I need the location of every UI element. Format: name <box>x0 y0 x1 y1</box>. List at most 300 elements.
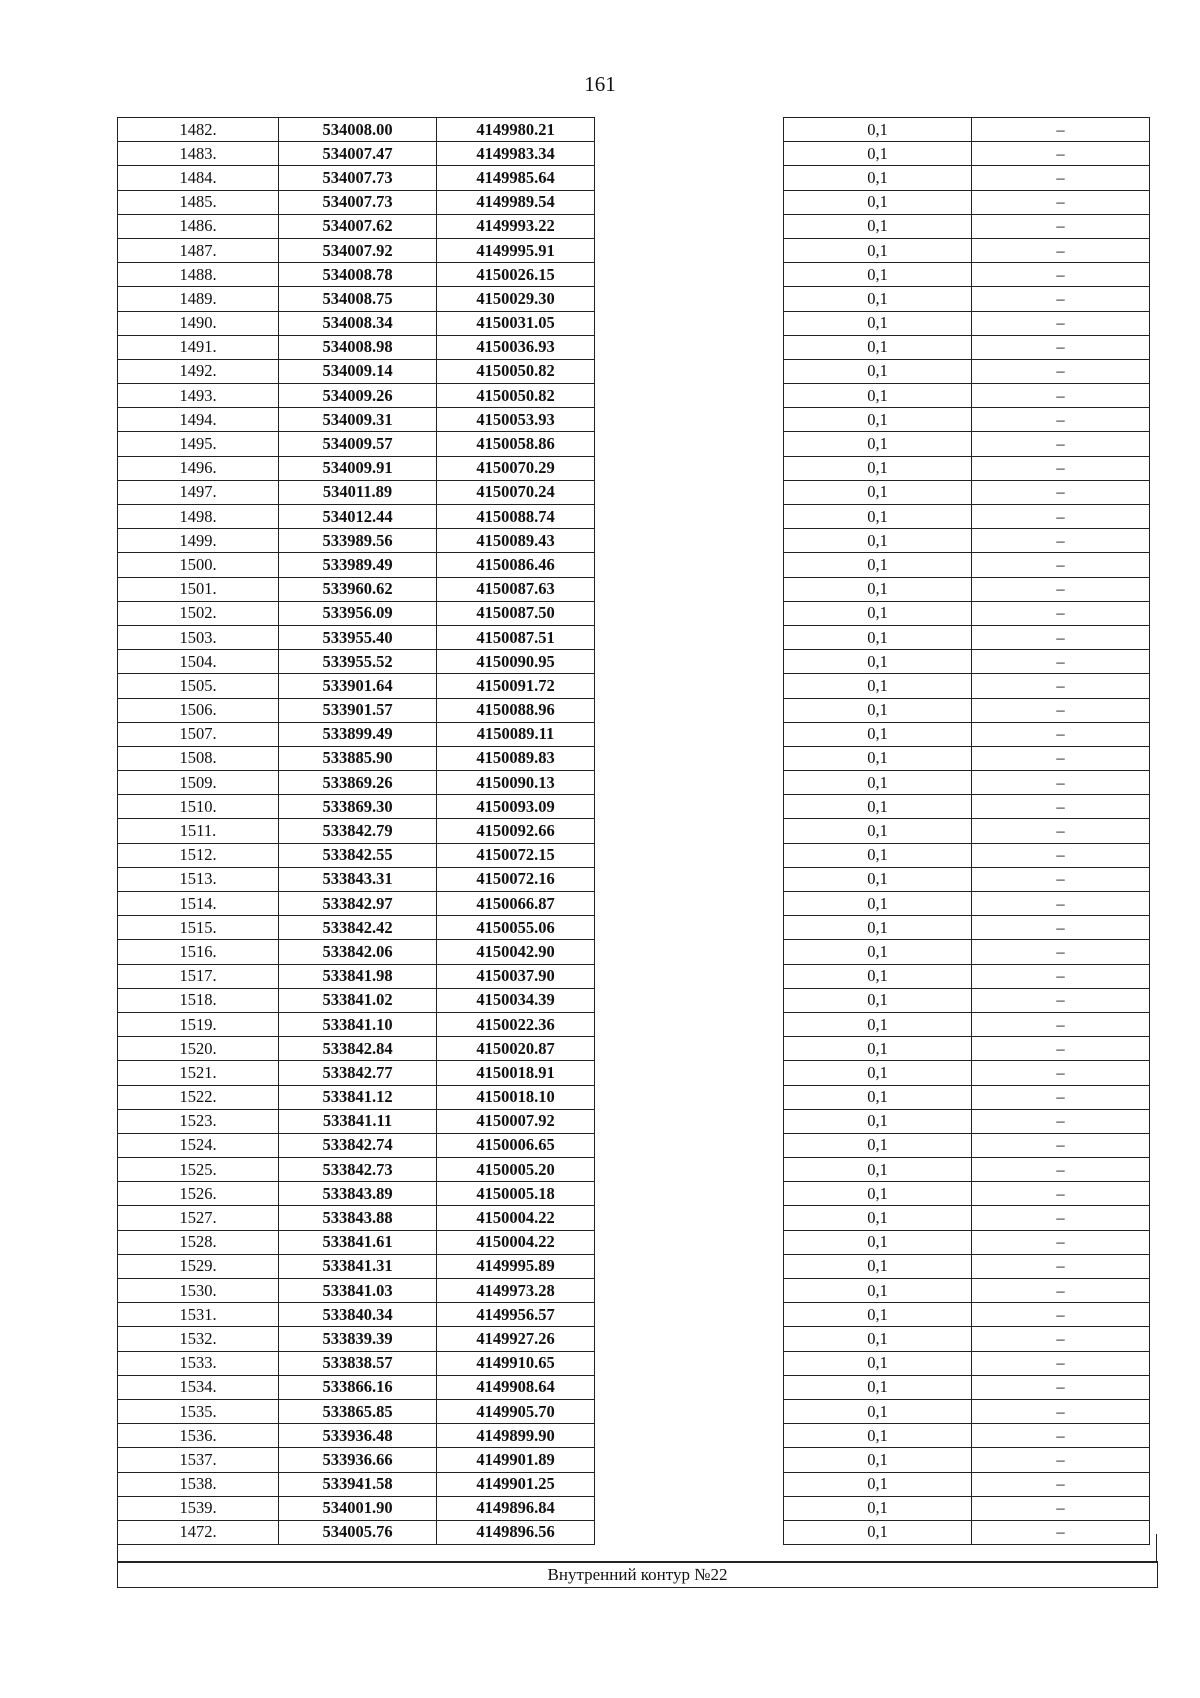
point-number-cell: 1533. <box>118 1351 279 1375</box>
accuracy-cell: 0,1 <box>784 529 972 553</box>
table-row <box>118 843 595 867</box>
coordinate-x-cell: 534009.14 <box>279 359 437 383</box>
coordinate-x-cell: 534012.44 <box>279 505 437 529</box>
note-cell: – <box>972 1496 1150 1520</box>
table-row <box>784 601 1150 625</box>
coordinate-x-cell: 533841.61 <box>279 1230 437 1254</box>
accuracy-cell: 0,1 <box>784 1230 972 1254</box>
coordinate-y-cell: 4150037.90 <box>437 964 595 988</box>
coordinate-y-cell: 4150070.24 <box>437 480 595 504</box>
coordinate-y-cell: 4150089.11 <box>437 722 595 746</box>
table-row <box>784 505 1150 529</box>
coordinate-x-cell: 533955.40 <box>279 625 437 649</box>
note-cell: – <box>972 577 1150 601</box>
accuracy-cell: 0,1 <box>784 795 972 819</box>
table-row <box>784 746 1150 770</box>
coordinate-y-cell: 4150018.91 <box>437 1061 595 1085</box>
coordinate-y-cell: 4150022.36 <box>437 1012 595 1036</box>
table-row <box>118 771 595 795</box>
point-number-cell: 1513. <box>118 867 279 891</box>
accuracy-cell: 0,1 <box>784 1085 972 1109</box>
table-row <box>118 287 595 311</box>
note-cell: – <box>972 1012 1150 1036</box>
coordinate-x-cell: 534005.76 <box>279 1520 437 1544</box>
coordinate-y-cell: 4150050.82 <box>437 384 595 408</box>
coordinate-x-cell: 533842.77 <box>279 1061 437 1085</box>
note-cell: – <box>972 1327 1150 1351</box>
point-number-cell: 1506. <box>118 698 279 722</box>
accuracy-cell: 0,1 <box>784 698 972 722</box>
coordinate-x-cell: 533989.56 <box>279 529 437 553</box>
point-number-cell: 1516. <box>118 940 279 964</box>
accuracy-cell: 0,1 <box>784 311 972 335</box>
point-number-cell: 1472. <box>118 1520 279 1544</box>
accuracy-cell: 0,1 <box>784 1012 972 1036</box>
coordinates-table <box>117 117 595 1545</box>
point-number-cell: 1509. <box>118 771 279 795</box>
note-cell: – <box>972 916 1150 940</box>
table-row <box>784 674 1150 698</box>
coordinate-y-cell: 4149905.70 <box>437 1399 595 1423</box>
accuracy-cell: 0,1 <box>784 553 972 577</box>
table-row <box>784 1206 1150 1230</box>
coordinate-x-cell: 533842.97 <box>279 892 437 916</box>
coordinate-y-cell: 4150053.93 <box>437 408 595 432</box>
note-cell: – <box>972 1133 1150 1157</box>
table-row <box>118 553 595 577</box>
table-row <box>118 1206 595 1230</box>
point-number-cell: 1525. <box>118 1158 279 1182</box>
table-row <box>784 698 1150 722</box>
coordinate-x-cell: 534008.75 <box>279 287 437 311</box>
gap-left-border <box>117 1534 118 1562</box>
table-row <box>784 771 1150 795</box>
accuracy-cell: 0,1 <box>784 359 972 383</box>
table-row <box>118 432 595 456</box>
table-row <box>118 674 595 698</box>
accuracy-cell: 0,1 <box>784 964 972 988</box>
note-cell: – <box>972 1303 1150 1327</box>
accuracy-cell: 0,1 <box>784 166 972 190</box>
point-number-cell: 1519. <box>118 1012 279 1036</box>
coordinate-x-cell: 533842.74 <box>279 1133 437 1157</box>
coordinate-x-cell: 534007.62 <box>279 214 437 238</box>
accuracy-cell: 0,1 <box>784 577 972 601</box>
table-row <box>118 795 595 819</box>
table-row <box>784 432 1150 456</box>
accuracy-cell: 0,1 <box>784 238 972 262</box>
table-row <box>784 408 1150 432</box>
coordinate-y-cell: 4150087.63 <box>437 577 595 601</box>
table-row <box>118 1230 595 1254</box>
table-row <box>784 843 1150 867</box>
table-row <box>784 456 1150 480</box>
coordinate-y-cell: 4149983.34 <box>437 142 595 166</box>
coordinate-x-cell: 533869.30 <box>279 795 437 819</box>
point-number-cell: 1508. <box>118 746 279 770</box>
accuracy-cell: 0,1 <box>784 142 972 166</box>
note-cell: – <box>972 118 1150 142</box>
accuracy-cell: 0,1 <box>784 505 972 529</box>
table-row <box>118 214 595 238</box>
coordinate-x-cell: 534009.26 <box>279 384 437 408</box>
accuracy-cell: 0,1 <box>784 1279 972 1303</box>
point-number-cell: 1504. <box>118 650 279 674</box>
table-row <box>784 867 1150 891</box>
coordinate-x-cell: 533956.09 <box>279 601 437 625</box>
coordinate-x-cell: 533841.03 <box>279 1279 437 1303</box>
table-row <box>118 698 595 722</box>
coordinate-y-cell: 4150092.66 <box>437 819 595 843</box>
note-cell: – <box>972 988 1150 1012</box>
note-cell: – <box>972 1520 1150 1544</box>
coordinate-y-cell: 4150018.10 <box>437 1085 595 1109</box>
accuracy-cell: 0,1 <box>784 625 972 649</box>
note-cell: – <box>972 238 1150 262</box>
note-cell: – <box>972 480 1150 504</box>
accuracy-cell: 0,1 <box>784 1472 972 1496</box>
accuracy-cell: 0,1 <box>784 408 972 432</box>
note-cell: – <box>972 1230 1150 1254</box>
coordinate-y-cell: 4150004.22 <box>437 1206 595 1230</box>
table-row <box>118 384 595 408</box>
coordinate-y-cell: 4150089.83 <box>437 746 595 770</box>
table-row <box>784 1012 1150 1036</box>
accuracy-cell: 0,1 <box>784 1448 972 1472</box>
note-cell: – <box>972 1448 1150 1472</box>
table-row <box>784 988 1150 1012</box>
note-cell: – <box>972 771 1150 795</box>
coordinate-x-cell: 533840.34 <box>279 1303 437 1327</box>
coordinate-y-cell: 4149910.65 <box>437 1351 595 1375</box>
table-row <box>784 480 1150 504</box>
accuracy-cell: 0,1 <box>784 650 972 674</box>
point-number-cell: 1483. <box>118 142 279 166</box>
coordinate-x-cell: 534007.73 <box>279 190 437 214</box>
table-row <box>118 1158 595 1182</box>
accuracy-cell: 0,1 <box>784 843 972 867</box>
point-number-cell: 1503. <box>118 625 279 649</box>
coordinate-x-cell: 533843.31 <box>279 867 437 891</box>
point-number-cell: 1512. <box>118 843 279 867</box>
note-cell: – <box>972 166 1150 190</box>
coordinate-x-cell: 533885.90 <box>279 746 437 770</box>
coordinate-y-cell: 4150007.92 <box>437 1109 595 1133</box>
table-row <box>118 1133 595 1157</box>
coordinates-table-body <box>118 118 595 1545</box>
table-row <box>118 940 595 964</box>
contour-footer-row <box>117 1561 1158 1588</box>
coordinate-x-cell: 533841.10 <box>279 1012 437 1036</box>
coordinate-y-cell: 4150036.93 <box>437 335 595 359</box>
table-row <box>784 1520 1150 1544</box>
note-cell: – <box>972 625 1150 649</box>
table-row <box>784 1375 1150 1399</box>
table-row <box>784 577 1150 601</box>
table-row <box>118 601 595 625</box>
coordinate-y-cell: 4150005.18 <box>437 1182 595 1206</box>
table-row <box>118 359 595 383</box>
table-row <box>784 916 1150 940</box>
table-row <box>784 263 1150 287</box>
table-row <box>784 892 1150 916</box>
table-row <box>118 746 595 770</box>
accuracy-cell: 0,1 <box>784 214 972 238</box>
point-number-cell: 1482. <box>118 118 279 142</box>
table-row <box>784 1182 1150 1206</box>
table-row <box>784 118 1150 142</box>
table-row <box>784 625 1150 649</box>
accuracy-table-body <box>784 118 1150 1545</box>
coordinate-x-cell: 533901.57 <box>279 698 437 722</box>
accuracy-cell: 0,1 <box>784 287 972 311</box>
table-row <box>784 238 1150 262</box>
table-row <box>118 650 595 674</box>
table-row <box>118 456 595 480</box>
point-number-cell: 1523. <box>118 1109 279 1133</box>
table-row <box>784 722 1150 746</box>
note-cell: – <box>972 1399 1150 1423</box>
coordinate-x-cell: 533842.73 <box>279 1158 437 1182</box>
table-row <box>118 1424 595 1448</box>
accuracy-cell: 0,1 <box>784 1061 972 1085</box>
coordinate-x-cell: 533842.06 <box>279 940 437 964</box>
note-cell: – <box>972 142 1150 166</box>
note-cell: – <box>972 456 1150 480</box>
accuracy-cell: 0,1 <box>784 819 972 843</box>
point-number-cell: 1511. <box>118 819 279 843</box>
coordinate-y-cell: 4150088.96 <box>437 698 595 722</box>
point-number-cell: 1492. <box>118 359 279 383</box>
accuracy-cell: 0,1 <box>784 456 972 480</box>
table-row <box>784 1496 1150 1520</box>
gap-right-border <box>1156 1534 1157 1562</box>
point-number-cell: 1529. <box>118 1254 279 1278</box>
accuracy-cell: 0,1 <box>784 1351 972 1375</box>
table-row <box>784 287 1150 311</box>
note-cell: – <box>972 553 1150 577</box>
table-row <box>118 166 595 190</box>
table-row <box>118 916 595 940</box>
coordinate-y-cell: 4149956.57 <box>437 1303 595 1327</box>
table-row <box>118 1520 595 1544</box>
contour-footer-label: Внутренний контур №22 <box>547 1565 728 1584</box>
accuracy-cell: 0,1 <box>784 1158 972 1182</box>
point-number-cell: 1491. <box>118 335 279 359</box>
note-cell: – <box>972 1158 1150 1182</box>
coordinate-y-cell: 4149896.84 <box>437 1496 595 1520</box>
point-number-cell: 1531. <box>118 1303 279 1327</box>
note-cell: – <box>972 1351 1150 1375</box>
coordinate-y-cell: 4150050.82 <box>437 359 595 383</box>
table-row <box>118 892 595 916</box>
table-row <box>784 1085 1150 1109</box>
note-cell: – <box>972 1206 1150 1230</box>
table-row <box>784 1303 1150 1327</box>
table-row <box>118 1012 595 1036</box>
accuracy-cell: 0,1 <box>784 384 972 408</box>
coordinate-x-cell: 534009.31 <box>279 408 437 432</box>
coordinate-x-cell: 533842.55 <box>279 843 437 867</box>
coordinate-y-cell: 4149980.21 <box>437 118 595 142</box>
point-number-cell: 1534. <box>118 1375 279 1399</box>
accuracy-cell: 0,1 <box>784 1133 972 1157</box>
coordinate-x-cell: 534008.34 <box>279 311 437 335</box>
table-row <box>118 238 595 262</box>
table-row <box>118 1037 595 1061</box>
table-row <box>118 1061 595 1085</box>
accuracy-table <box>783 117 1150 1545</box>
coordinate-x-cell: 533899.49 <box>279 722 437 746</box>
coordinate-x-cell: 533841.11 <box>279 1109 437 1133</box>
point-number-cell: 1517. <box>118 964 279 988</box>
coordinate-x-cell: 533941.58 <box>279 1472 437 1496</box>
table-row <box>118 1303 595 1327</box>
table-row <box>118 1375 595 1399</box>
accuracy-cell: 0,1 <box>784 867 972 891</box>
coordinate-x-cell: 533838.57 <box>279 1351 437 1375</box>
table-row <box>784 529 1150 553</box>
coordinate-x-cell: 533843.89 <box>279 1182 437 1206</box>
accuracy-cell: 0,1 <box>784 1399 972 1423</box>
coordinate-y-cell: 4150090.95 <box>437 650 595 674</box>
point-number-cell: 1514. <box>118 892 279 916</box>
point-number-cell: 1518. <box>118 988 279 1012</box>
coordinate-y-cell: 4150072.16 <box>437 867 595 891</box>
table-row <box>784 1472 1150 1496</box>
coordinate-y-cell: 4150005.20 <box>437 1158 595 1182</box>
table-row <box>118 505 595 529</box>
coordinate-x-cell: 534009.57 <box>279 432 437 456</box>
table-row <box>784 311 1150 335</box>
table-row <box>784 1158 1150 1182</box>
coordinate-x-cell: 533842.79 <box>279 819 437 843</box>
accuracy-cell: 0,1 <box>784 1303 972 1327</box>
note-cell: – <box>972 1061 1150 1085</box>
note-cell: – <box>972 1254 1150 1278</box>
point-number-cell: 1520. <box>118 1037 279 1061</box>
accuracy-cell: 0,1 <box>784 335 972 359</box>
coordinate-y-cell: 4150087.50 <box>437 601 595 625</box>
table-row <box>118 577 595 601</box>
table-row <box>784 335 1150 359</box>
point-number-cell: 1494. <box>118 408 279 432</box>
coordinate-x-cell: 534009.91 <box>279 456 437 480</box>
accuracy-cell: 0,1 <box>784 118 972 142</box>
coordinate-y-cell: 4149927.26 <box>437 1327 595 1351</box>
table-row <box>784 1133 1150 1157</box>
coordinate-y-cell: 4150042.90 <box>437 940 595 964</box>
point-number-cell: 1495. <box>118 432 279 456</box>
point-number-cell: 1489. <box>118 287 279 311</box>
table-row <box>118 1399 595 1423</box>
coordinate-x-cell: 533841.12 <box>279 1085 437 1109</box>
coordinate-x-cell: 534001.90 <box>279 1496 437 1520</box>
coordinate-y-cell: 4150086.46 <box>437 553 595 577</box>
note-cell: – <box>972 674 1150 698</box>
table-row <box>118 408 595 432</box>
table-row <box>784 359 1150 383</box>
table-row <box>784 166 1150 190</box>
note-cell: – <box>972 432 1150 456</box>
point-number-cell: 1488. <box>118 263 279 287</box>
coordinate-x-cell: 533865.85 <box>279 1399 437 1423</box>
coordinate-y-cell: 4149993.22 <box>437 214 595 238</box>
table-row <box>784 964 1150 988</box>
note-cell: – <box>972 1375 1150 1399</box>
coordinate-x-cell: 533866.16 <box>279 1375 437 1399</box>
page-number: 161 <box>584 72 616 96</box>
table-row <box>118 867 595 891</box>
point-number-cell: 1527. <box>118 1206 279 1230</box>
coordinate-x-cell: 533839.39 <box>279 1327 437 1351</box>
note-cell: – <box>972 529 1150 553</box>
point-number-cell: 1515. <box>118 916 279 940</box>
coordinate-y-cell: 4150070.29 <box>437 456 595 480</box>
accuracy-cell: 0,1 <box>784 892 972 916</box>
note-cell: – <box>972 722 1150 746</box>
accuracy-cell: 0,1 <box>784 1109 972 1133</box>
note-cell: – <box>972 311 1150 335</box>
point-number-cell: 1528. <box>118 1230 279 1254</box>
table-row <box>118 480 595 504</box>
coordinate-x-cell: 533841.31 <box>279 1254 437 1278</box>
note-cell: – <box>972 287 1150 311</box>
coordinate-y-cell: 4149995.91 <box>437 238 595 262</box>
coordinate-y-cell: 4150004.22 <box>437 1230 595 1254</box>
point-number-cell: 1485. <box>118 190 279 214</box>
point-number-cell: 1493. <box>118 384 279 408</box>
table-row <box>118 1351 595 1375</box>
table-row <box>118 335 595 359</box>
coordinate-x-cell: 533843.88 <box>279 1206 437 1230</box>
point-number-cell: 1484. <box>118 166 279 190</box>
accuracy-cell: 0,1 <box>784 674 972 698</box>
coordinate-y-cell: 4149985.64 <box>437 166 595 190</box>
accuracy-cell: 0,1 <box>784 916 972 940</box>
table-row <box>118 1254 595 1278</box>
coordinate-x-cell: 533955.52 <box>279 650 437 674</box>
table-row <box>118 1109 595 1133</box>
accuracy-cell: 0,1 <box>784 940 972 964</box>
note-cell: – <box>972 505 1150 529</box>
point-number-cell: 1501. <box>118 577 279 601</box>
note-cell: – <box>972 1472 1150 1496</box>
coordinate-y-cell: 4149901.25 <box>437 1472 595 1496</box>
note-cell: – <box>972 1279 1150 1303</box>
point-number-cell: 1496. <box>118 456 279 480</box>
point-number-cell: 1521. <box>118 1061 279 1085</box>
point-number-cell: 1539. <box>118 1496 279 1520</box>
table-row <box>118 529 595 553</box>
table-row <box>784 1254 1150 1278</box>
coordinate-x-cell: 534008.78 <box>279 263 437 287</box>
accuracy-cell: 0,1 <box>784 1254 972 1278</box>
table-row <box>118 625 595 649</box>
coordinate-y-cell: 4149908.64 <box>437 1375 595 1399</box>
accuracy-cell: 0,1 <box>784 601 972 625</box>
table-row <box>118 311 595 335</box>
table-row <box>784 1109 1150 1133</box>
point-number-cell: 1538. <box>118 1472 279 1496</box>
table-row <box>784 1230 1150 1254</box>
point-number-cell: 1536. <box>118 1424 279 1448</box>
accuracy-cell: 0,1 <box>784 746 972 770</box>
coordinate-x-cell: 534007.47 <box>279 142 437 166</box>
point-number-cell: 1507. <box>118 722 279 746</box>
table-row <box>118 964 595 988</box>
note-cell: – <box>972 335 1150 359</box>
